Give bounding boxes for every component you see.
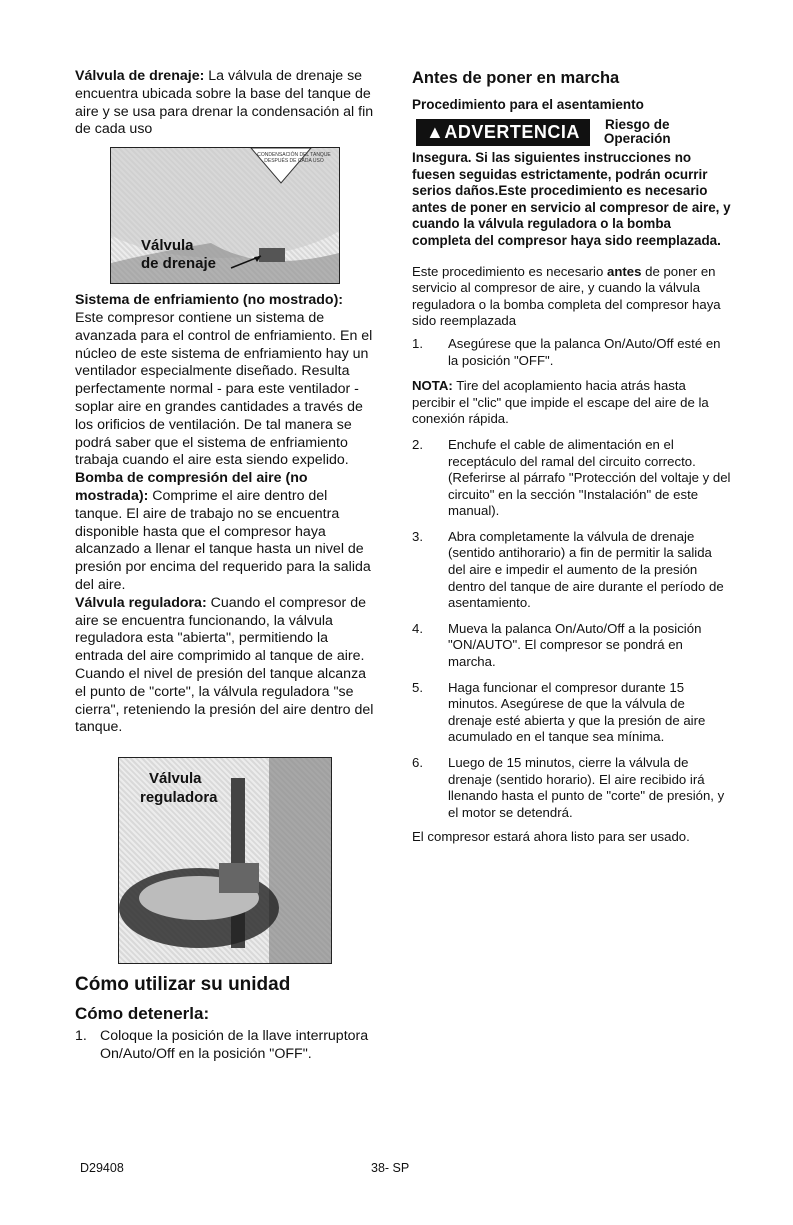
- warning-label: ▲ADVERTENCIA: [416, 119, 590, 146]
- warning-row: [412, 118, 732, 146]
- step-6: [412, 755, 732, 821]
- regulator-paragraph: [75, 595, 375, 737]
- drain-valve-figure: [110, 147, 340, 284]
- note-text: Tire del acoplamiento hacia atrás hasta percibir el "clic" que impide el escape del aire de la conexión rápida.: [412, 378, 709, 427]
- stop-step-1: [75, 1028, 375, 1064]
- page-number: 38- SP: [371, 1161, 410, 1175]
- step-number: 3.: [412, 528, 423, 544]
- step-5: [412, 680, 732, 746]
- intro-bold: antes: [607, 263, 642, 279]
- steps-list: [412, 437, 732, 821]
- warning-text: Insegura. Si las siguientes instrucciones no fuesen seguidas estrictamente, podrán ocurrir serios daños.Este procedimiento es necesario antes de poner en servicio al compresor de aire, y cuando la válvula reguladora o la bomba completa del compresor haya sido reemplazada.: [412, 150, 731, 248]
- pump-title: Bomba de compresión del aire (no mostrada):: [75, 470, 308, 504]
- step-number: 1.: [75, 1028, 87, 1045]
- use-unit-heading: Cómo utilizar su unidad: [75, 974, 291, 996]
- step-3: [412, 529, 732, 612]
- intro-text-a: Este procedimiento es necesario: [412, 263, 607, 279]
- step-text: Asegúrese que la palanca On/Auto/Off esté en la posición "OFF".: [448, 335, 721, 368]
- step-text: Coloque la posición de la llave interruptora On/Auto/Off en la posición "OFF".: [100, 1028, 369, 1062]
- pump-paragraph: [75, 470, 375, 595]
- left-column: [75, 68, 375, 1064]
- step-number: 6.: [412, 755, 423, 770]
- cooling-title: Sistema de enfriamiento (no mostrado):: [75, 292, 344, 309]
- step-text: Enchufe el cable de alimentación en el receptáculo del ramal del circuito correcto. (Referirse al párrafo "Protección del voltaje y del circuito" en la sección "Instalación" de este manual).: [448, 436, 731, 519]
- step-text: Abra completamente la válvula de drenaje (sentido antihorario) a fin de permitir la salida del aire e impedir el aumento de la presión dentro del tanque de aire durante el período de asentamiento.: [448, 528, 724, 611]
- drain-valve-text: La válvula de drenaje se encuentra ubicada sobre la base del tanque de aire y se usa para drenar la condensación al fin de cada uso: [75, 68, 374, 138]
- step-text: Mueva la palanca On/Auto/Off a la posición "ON/AUTO". El compresor se pondrá en marcha.: [448, 620, 702, 670]
- stop-heading: Cómo detenerla:: [75, 1004, 210, 1024]
- drain-valve-label: Válvula: [141, 237, 194, 255]
- step-text: Haga funcionar el compresor durante 15 minutos. Asegúrese de que la válvula de drenaje esté abierta y que la presión de aire acumulado en el tanque sea mínima.: [448, 679, 706, 745]
- regulator-valve-label: Válvula: [149, 770, 202, 788]
- risk-line1: Riesgo de: [604, 117, 670, 132]
- tank-sticker: CONDENSACIÓN DEL TANQUE DESPUÉS DE CADA USO: [257, 152, 331, 165]
- step-1: [412, 336, 732, 369]
- regulator-valve-figure: [118, 757, 332, 964]
- risk-label: [604, 118, 671, 146]
- step-number: 2.: [412, 436, 423, 452]
- step-4: [412, 621, 732, 671]
- pump-text: Comprime el aire dentro del tanque. El aire de trabajo no se encuentra disponible hasta que el compresor haya alcanzado a llenar el tanque hasta un nivel de presión por encima del requerido para la salida del aire.: [75, 487, 371, 593]
- regulator-valve-label-line2: reguladora: [140, 789, 218, 807]
- risk-line2: Operación: [603, 131, 671, 146]
- break-in-subheading: Procedimiento para el asentamiento: [412, 97, 644, 112]
- regulator-text: Cuando el compresor de aire se encuentra funcionando, la válvula reguladora esta "abierta", permitiendo la entrada del aire comprimido al tanque de aire. Cuando el nivel de presión del tanque alcanza el punto de "corte", la válvula reguladora "se cierra", reteniendo la presión del aire dentro del tanque.: [75, 594, 374, 736]
- cooling-system-paragraph: [75, 292, 375, 470]
- step-number: 1.: [412, 335, 423, 351]
- before-start-heading: Antes de poner en marcha: [412, 69, 620, 87]
- note-label: NOTA:: [412, 378, 453, 394]
- closing-text: El compresor estará ahora listo para ser usado.: [412, 829, 690, 845]
- step-number: 5.: [412, 679, 423, 695]
- step-number: 4.: [412, 620, 423, 636]
- note-paragraph: [412, 378, 732, 428]
- drain-valve-label-line2: de drenaje: [141, 255, 217, 273]
- document-code: D29408: [80, 1161, 124, 1175]
- cooling-text: Este compresor contiene un sistema de avanzada para el control de enfriamiento. En el núcleo de este sistema de enfriamiento hay un ventilador especialmente diseñado. Resulta perfectamente normal - para este ventilador - soplar aire en grandes cantidades a través de los orificios de ventilación. De tal manera se podrá saber que el sistema de enfriamiento trabaja cuando el aire esta siendo expelido.: [75, 309, 373, 469]
- step-2: [412, 437, 732, 520]
- drain-valve-title: Válvula de drenaje:: [75, 68, 205, 84]
- intro-paragraph: [412, 264, 732, 330]
- drain-valve-paragraph: [75, 68, 375, 139]
- regulator-title: Válvula reguladora:: [75, 594, 207, 611]
- intro-text-b: de poner en servicio al compresor de aire, y cuando la válvula reguladora o la bomba completa del compresor haya sido reemplazada: [412, 263, 721, 329]
- step-text: Luego de 15 minutos, cierre la válvula de drenaje (sentido horario). El aire recibido irá llenando hasta el punto de "corte" de presión, y el motor se detendrá.: [448, 755, 725, 820]
- right-column: [412, 68, 732, 846]
